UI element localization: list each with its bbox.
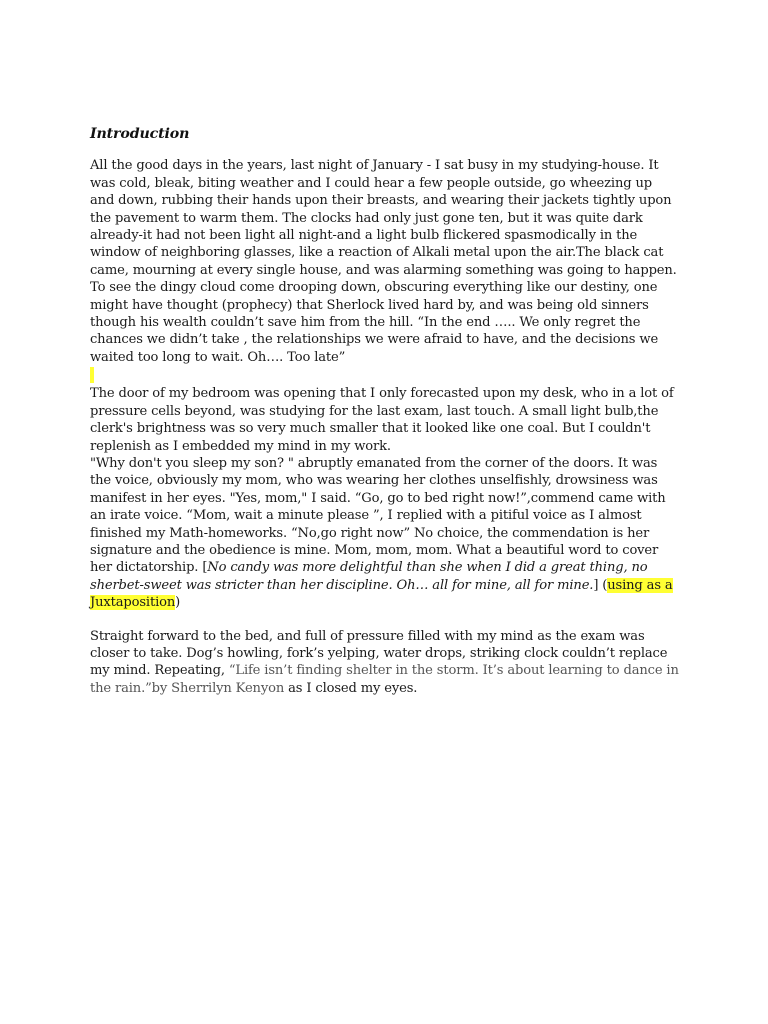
kenyon-quote: “Life isn’t finding shelter in the storm. It’s about learning to dance in the rain.”by Sherrilyn Kenyon xyxy=(90,663,679,696)
paragraph-3-part-a: Straight forward to the bed, and full of pressure filled with my mind as the exam was closer to take. Dog’s howling, fork’s yelping, water drops, striking clock couldn’t replace my mind. Repeating, xyxy=(90,628,668,679)
paragraph-2-end: ) xyxy=(175,595,181,611)
juxtaposition-highlight: using as a Juxtaposition xyxy=(90,577,673,611)
paragraph-3 xyxy=(90,628,680,698)
paragraph-2-part-a: The door of my bedroom was opening that I only forecasted upon my desk, who in a lot of pressure cells beyond, was studying for the last exam, last touch. A small light bulb,the clerk's brightness was so very much smaller that it looked like one coal. But I couldn't replenish as I embedded my mind in my work. xyxy=(90,386,674,454)
paragraph-1: All the good days in the years, last night of January - I sat busy in my studying-house. It was cold, bleak, biting weather and I could hear a few people outside, go wheezing up and down, rubbing their hands upon their breasts, and wearing their jackets tightly upon the pavement to warm them. The clocks had only just gone ten, but it was quite dark already-it had not been light all night-and a light bulb flickered spasmodically in the window of neighboring glasses, like a reaction of Alkali metal upon the air.The black cat came, mourning at every single house, and was alarming something was going to happen. To see the dingy cloud come drooping down, obscuring everything like our destiny, one might have thought (prophecy) that Sherlock lived hard by, and was being old sinners though his wealth couldn’t save him from the hill. “In the end ….. We only regret the chances we didn’t take , the relationships we were afraid to have, and the decisions we waited too long to wait. Oh…. Too late” xyxy=(90,158,677,365)
text-cursor-highlight xyxy=(90,367,94,383)
paragraph-3-end: as I closed my eyes. xyxy=(284,680,418,696)
document-page xyxy=(90,126,680,697)
section-heading: Introduction xyxy=(90,126,190,142)
paragraph-2-part-b: "Why don't you sleep my son? " abruptly emanated from the corner of the doors. It was the voice, obviously my mom, who was wearing her clothes unselfishly, drowsiness was manifest in her eyes. "Yes, mom," I said. “Go, go to bed right now!”,commend came with an irate voice. “Mom, wait a minute please ”, I replied with a pitiful voice as I almost finished my Math-homeworks. “No,go right now” No choice, the commendation is her signature and the obedience is mine. Mom, mom, mom. What a beautiful word to cover her dictatorship. [ xyxy=(90,455,666,576)
paragraph-2-bracket: ] ( xyxy=(593,577,608,593)
paragraph-2-italic-quote: No candy was more delightful than she when I did a great thing, no sherbet-sweet was stricter than her discipline. Oh… all for mine, all for mine. xyxy=(90,560,648,593)
paragraph-2 xyxy=(90,385,680,611)
